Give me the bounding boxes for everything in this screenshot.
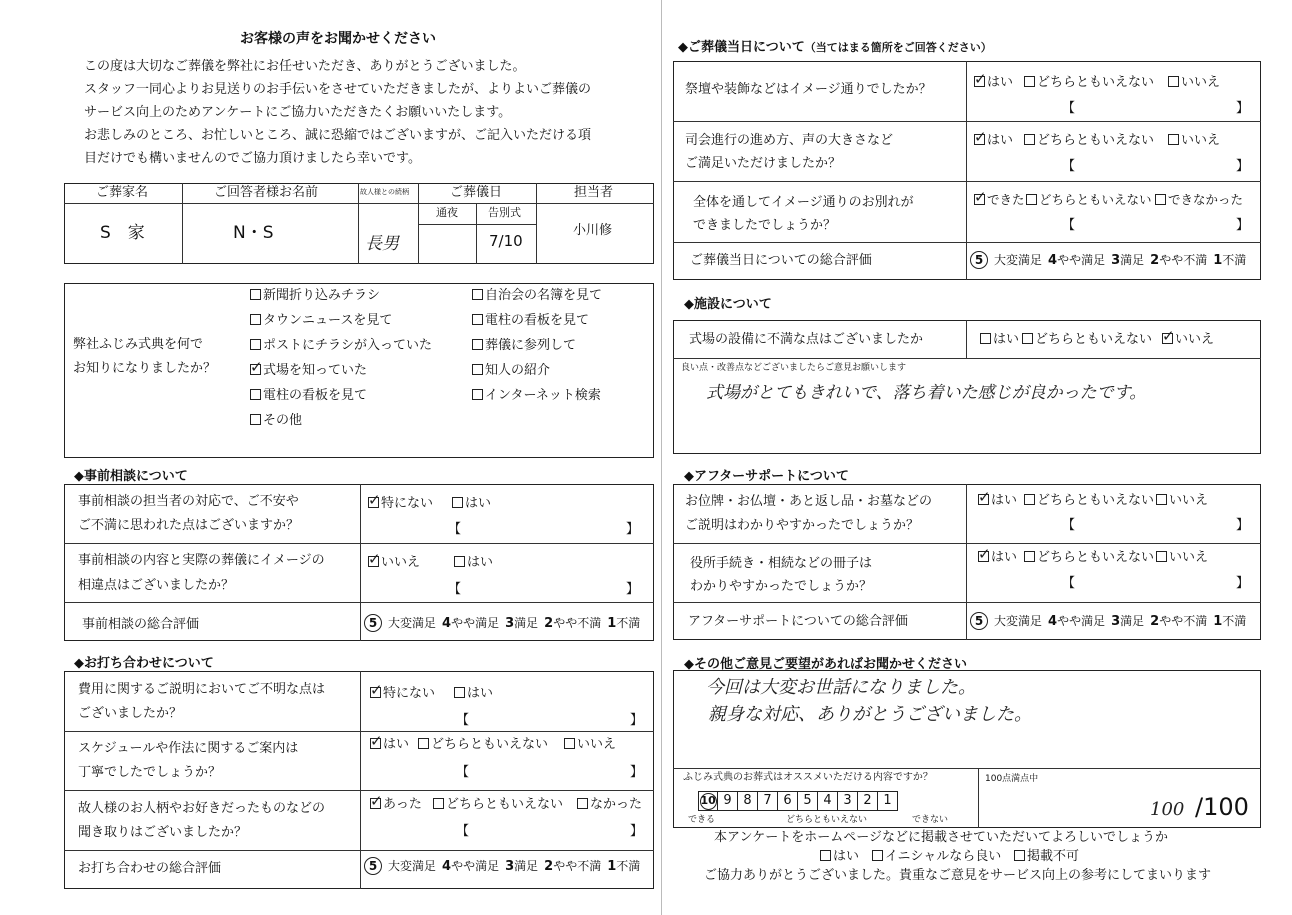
day-q2-option-yes[interactable]: ✓はい [974, 133, 1013, 149]
day-q3-option-could-not[interactable]: できなかった [1155, 192, 1243, 207]
after-q2-line2: わかりやすかったでしょうか？ [690, 579, 873, 594]
page-fold-line [661, 0, 662, 915]
scale-cell: 2 [858, 791, 878, 811]
header-wake: 通夜 [436, 206, 458, 219]
header-funeral: 告別式 [488, 206, 521, 219]
day-q1: 祭壇や装飾などはイメージ通りでしたか？ [685, 82, 932, 97]
checkbox-icon [577, 798, 588, 809]
meeting-q3-option-neutral[interactable]: どちらともいえない [433, 797, 563, 813]
meeting-q2-option-no[interactable]: いいえ [564, 737, 616, 753]
bracket-open: 【 [456, 713, 470, 728]
facility-option-no[interactable]: ✓ いいえ [1162, 332, 1214, 348]
selected-rating-circle: 5 [364, 614, 382, 632]
checkbox-icon [418, 738, 429, 749]
recommend-question: ふじみ式典のお葬式はオススメいただける内容ですか？ [683, 772, 933, 783]
checked-checkbox-icon [250, 364, 261, 375]
pre-q2-line1: 事前相談の内容と実際の葬儀にイメージの [78, 553, 325, 568]
scale-cell: 8 [738, 791, 758, 811]
after-q1-line2: ご説明はわかりやすかったでしょうか？ [685, 518, 920, 533]
checkbox-icon [1026, 194, 1037, 205]
bracket-close: 】 [1236, 576, 1250, 591]
publish-option-no[interactable]: 掲載不可 [1014, 849, 1079, 865]
checked-checkbox-icon [974, 134, 985, 145]
scale-label-can: できる [688, 815, 716, 825]
after-q1-option-yes[interactable]: ✓はい [978, 493, 1017, 509]
after-q1-line1: お位牌・お仏壇・あと返し品・お墓などの [685, 494, 933, 509]
header-staff: 担当者 [574, 185, 614, 200]
score-max: /100 [1195, 793, 1249, 821]
day-q3-line1: 全体を通してイメージ通りのお別れが [693, 195, 914, 210]
checkbox-icon [1156, 551, 1167, 562]
scale-cell: 4 [818, 791, 838, 811]
checkbox-icon [1155, 194, 1166, 205]
after-q1-option-no[interactable]: いいえ [1156, 493, 1208, 509]
pre-q1-option-none[interactable]: ✓特にない [368, 496, 433, 512]
header-relation: 故人様との続柄 [360, 188, 409, 196]
day-q2-option-neutral[interactable]: どちらともいえない [1024, 133, 1154, 149]
day-q3-option-neutral[interactable]: どちらともいえない [1026, 192, 1152, 207]
pre-q2-line2: 相違点はございましたか？ [78, 578, 235, 593]
meeting-q1-line1: 費用に関するご説明においてご不明な点は [78, 682, 326, 697]
scale-label-neutral: どちらともいえない [786, 815, 868, 825]
day-q1-option-neutral[interactable]: どちらともいえない [1024, 75, 1154, 91]
facility-comment-label: 良い点・改善点などございましたらご意見お願いします [681, 363, 907, 373]
bracket-open: 【 [456, 824, 470, 839]
value-relation: 長男 [365, 234, 399, 254]
section-funeral-day: ◆ご葬儀当日について（当てはまる箇所をご回答ください） [678, 40, 992, 55]
bracket-open: 【 [448, 522, 462, 537]
after-q2-option-no[interactable]: いいえ [1156, 550, 1208, 566]
checkbox-icon [472, 289, 483, 300]
scale-cell: 1 [878, 791, 898, 811]
checkbox-icon [1024, 134, 1035, 145]
section-meeting: ◆お打ち合わせについて [74, 656, 214, 671]
scale-cell: 9 [718, 791, 738, 811]
after-q2-line1: 役所手続き・相続などの冊子は [690, 556, 873, 571]
bracket-open: 【 [1062, 518, 1076, 533]
day-overall-rating[interactable]: 5 大変満足 4やや満足 3満足 2やや不満 1不満 [970, 251, 1252, 269]
value-staff: 小川修 [573, 223, 613, 238]
section-facility: ◆施設について [684, 297, 772, 312]
after-overall-rating[interactable]: 5 大変満足 4やや満足 3満足 2やや不満 1不満 [970, 612, 1252, 630]
intro-line-4: お悲しみのところ、お忙しいところ、誠に恐縮ではございますが、ご記入いただける項 [84, 128, 592, 143]
value-respondent: N・S [233, 223, 274, 243]
intro-line-1: この度は大切なご葬儀を弊社にお任せいただき、ありがとうございました。 [84, 59, 526, 74]
checkbox-icon [250, 289, 261, 300]
day-overall-label: ご葬儀当日についての総合評価 [690, 253, 872, 268]
checked-checkbox-icon [1162, 333, 1173, 344]
checkbox-icon [250, 339, 261, 350]
facility-q1: 式場の設備に不満な点はございましたか [689, 332, 924, 347]
meeting-q2-option-neutral[interactable]: どちらともいえない [418, 737, 548, 753]
intro-line-3: サービス向上のためアンケートにご協力いただきたくお願いいたします。 [84, 105, 512, 120]
day-q2-option-no[interactable]: いいえ [1168, 133, 1220, 149]
source-question-1: 弊社ふじみ式典を何で [73, 337, 204, 352]
checkbox-icon [250, 389, 261, 400]
meeting-q2-line2: 丁寧でしたでしょうか？ [78, 765, 222, 780]
score-handwritten[interactable]: 100 [1150, 799, 1185, 820]
info-table [64, 183, 654, 264]
meeting-q3-option-no[interactable]: なかった [577, 797, 642, 813]
checked-checkbox-icon [974, 194, 985, 205]
section-after-support: ◆アフターサポートについて [684, 469, 849, 484]
checkbox-icon [1024, 551, 1035, 562]
after-q2-option-neutral[interactable]: どちらともいえない [1024, 550, 1154, 566]
bracket-close: 】 [1236, 218, 1250, 233]
meeting-q2-option-yes[interactable]: ✓はい [370, 737, 409, 753]
facility-comment[interactable]: 式場がとてもきれいで、落ち着いた感じが良かったです。 [706, 383, 1147, 403]
bracket-open: 【 [456, 765, 470, 780]
source-option-knew-hall[interactable]: ✓式場を知っていた [250, 363, 367, 379]
checked-checkbox-icon [974, 76, 985, 87]
pre-q1-option-yes[interactable]: はい [452, 496, 491, 512]
scale-cell: 6 [778, 791, 798, 811]
checked-checkbox-icon [978, 551, 989, 562]
checkbox-icon [250, 314, 261, 325]
survey-title: お客様の声をお聞かせください [240, 31, 436, 47]
day-q1-option-yes[interactable]: ✓ はい [974, 75, 1013, 91]
bracket-close: 】 [630, 824, 644, 839]
scale-cell: 7 [758, 791, 778, 811]
checkbox-icon [433, 798, 444, 809]
source-question-2: お知りになりましたか？ [73, 361, 217, 376]
intro-line-5: 目だけでも構いませんのでご協力頂けましたら幸いです。 [84, 151, 421, 166]
checkbox-icon [472, 314, 483, 325]
recommend-scale[interactable] [698, 791, 898, 811]
meeting-q1-option-yes[interactable]: はい [454, 686, 493, 702]
scale-cell-selected: 10 [698, 791, 718, 811]
day-q3-line2: できましたでしょうか？ [693, 218, 837, 233]
checkbox-icon [472, 364, 483, 375]
value-family: S 家 [100, 223, 145, 243]
header-date: ご葬儀日 [450, 185, 503, 200]
checkbox-icon [1024, 76, 1035, 87]
checked-checkbox-icon [368, 556, 379, 567]
scale-label-cannot: できない [912, 815, 949, 825]
bracket-open: 【 [448, 582, 462, 597]
header-family: ご葬家名 [96, 185, 149, 200]
selected-rating-circle: 5 [970, 612, 988, 630]
section-other-comments: ◆その他ご意見ご要望があればお聞かせください [684, 657, 967, 672]
source-option-referral[interactable]: 知人の紹介 [472, 363, 550, 379]
meeting-overall-rating[interactable]: 5 大変満足 4やや満足 3満足 2やや不満 1不満 [364, 857, 646, 875]
source-option-community-list[interactable]: 自治会の名簿を見て [472, 288, 602, 304]
after-q2-option-yes[interactable]: ✓はい [978, 550, 1017, 566]
thanks-note: ご協力ありがとうございました。貴重なご意見をサービス向上の参考にしてまいります [704, 868, 1212, 883]
checkbox-icon [472, 389, 483, 400]
section-pre-consultation: ◆事前相談について [74, 469, 188, 484]
source-option-pole-sign-2[interactable]: 電柱の看板を見て [472, 313, 589, 329]
source-option-town-news[interactable]: タウンニュースを見て [250, 313, 392, 329]
checkbox-icon [1022, 333, 1033, 344]
pre-q1-line1: 事前相談の担当者の対応で、ご不安や [78, 494, 299, 509]
pre-overall-rating[interactable]: 5 大変満足 4やや満足 3満足 2やや不満 1不満 [364, 614, 646, 632]
intro-line-2: スタッフ一同心よりお見送りのお手伝いをさせていただきましたが、よりよいご葬儀の [84, 82, 592, 97]
day-q1-option-no[interactable]: いいえ [1168, 75, 1220, 91]
checkbox-icon [454, 556, 465, 567]
bracket-open: 【 [1062, 576, 1076, 591]
after-overall-label: アフターサポートについての総合評価 [688, 614, 908, 629]
checkbox-icon [454, 687, 465, 698]
header-respondent: ご回答者様お名前 [214, 185, 319, 200]
checkbox-icon [452, 497, 463, 508]
bracket-close: 】 [1236, 518, 1250, 533]
meeting-q3-line2: 聞き取りはございましたか？ [78, 825, 248, 840]
checkbox-icon [980, 333, 991, 344]
after-q1-option-neutral[interactable]: どちらともいえない [1024, 493, 1154, 509]
checkbox-icon [872, 850, 883, 861]
source-option-flyer[interactable]: 新聞折り込みチラシ [250, 288, 380, 304]
selected-rating-circle: 5 [970, 251, 988, 269]
pre-q1-line2: ご不満に思われた点はございますか？ [78, 518, 300, 533]
other-comment-line1[interactable]: 今回は大変お世話になりました。 [706, 677, 976, 698]
day-q3-option-could[interactable]: ✓できた [974, 192, 1025, 207]
bracket-close: 】 [630, 713, 644, 728]
bracket-close: 】 [626, 522, 640, 537]
bracket-open: 【 [1062, 159, 1076, 174]
source-option-post-flyer[interactable]: ポストにチラシが入っていた [250, 338, 432, 354]
scale-cell: 3 [838, 791, 858, 811]
value-funeral-date: 7/10 [489, 232, 523, 250]
meeting-overall-label: お打ち合わせの総合評価 [78, 861, 222, 876]
points-label: 100点満点中 [985, 774, 1039, 784]
bracket-close: 】 [626, 582, 640, 597]
bracket-close: 】 [630, 765, 644, 780]
checked-checkbox-icon [370, 687, 381, 698]
pre-overall-label: 事前相談の総合評価 [82, 617, 200, 632]
checkbox-icon [1168, 76, 1179, 87]
meeting-q3-line1: 故人様のお人柄やお好きだったものなどの [78, 801, 326, 816]
checkbox-icon [250, 414, 261, 425]
facility-option-yes[interactable]: はい [980, 332, 1019, 348]
source-option-other[interactable]: その他 [250, 413, 302, 429]
meeting-q1-option-none[interactable]: ✓特にない [370, 686, 435, 702]
checked-checkbox-icon [370, 738, 381, 749]
checkbox-icon [564, 738, 575, 749]
checkbox-icon [1014, 850, 1025, 861]
bracket-close: 】 [1236, 159, 1250, 174]
meeting-q3-option-yes[interactable]: ✓あった [370, 797, 422, 813]
checked-checkbox-icon [368, 497, 379, 508]
checkbox-icon [472, 339, 483, 350]
pre-q2-option-yes[interactable]: はい [454, 555, 493, 571]
checkbox-icon [1024, 494, 1035, 505]
source-option-pole-sign[interactable]: 電柱の看板を見て [250, 388, 367, 404]
checkbox-icon [820, 850, 831, 861]
publish-option-initials[interactable]: イニシャルなら良い [872, 849, 1001, 865]
day-q2-line1: 司会進行の進め方、声の大きさなど [685, 133, 894, 148]
selected-rating-circle: 5 [364, 857, 382, 875]
other-comment-line2[interactable]: 親身な対応、ありがとうございました。 [708, 704, 1032, 725]
bracket-close: 】 [1236, 101, 1250, 116]
checkbox-icon [1168, 134, 1179, 145]
day-q2-line2: ご満足いただけましたか？ [685, 156, 842, 171]
facility-option-neutral[interactable]: どちらともいえない [1022, 332, 1152, 348]
meeting-q1-line2: ございましたか？ [78, 706, 183, 721]
publish-option-yes[interactable]: はい [820, 849, 859, 865]
checkbox-icon [1156, 494, 1167, 505]
pre-q2-option-no[interactable]: ✓いいえ [368, 555, 420, 571]
source-option-internet[interactable]: インターネット検索 [472, 388, 601, 404]
meeting-q2-line1: スケジュールや作法に関するご案内は [78, 741, 299, 756]
checked-checkbox-icon [978, 494, 989, 505]
bracket-open: 【 [1062, 101, 1076, 116]
scale-cell: 5 [798, 791, 818, 811]
checked-checkbox-icon [370, 798, 381, 809]
publish-question: 本アンケートをホームページなどに掲載させていただいてよろしいでしょうか [714, 830, 1168, 845]
source-option-attended[interactable]: 葬儀に参列して [472, 338, 576, 354]
bracket-open: 【 [1062, 218, 1076, 233]
